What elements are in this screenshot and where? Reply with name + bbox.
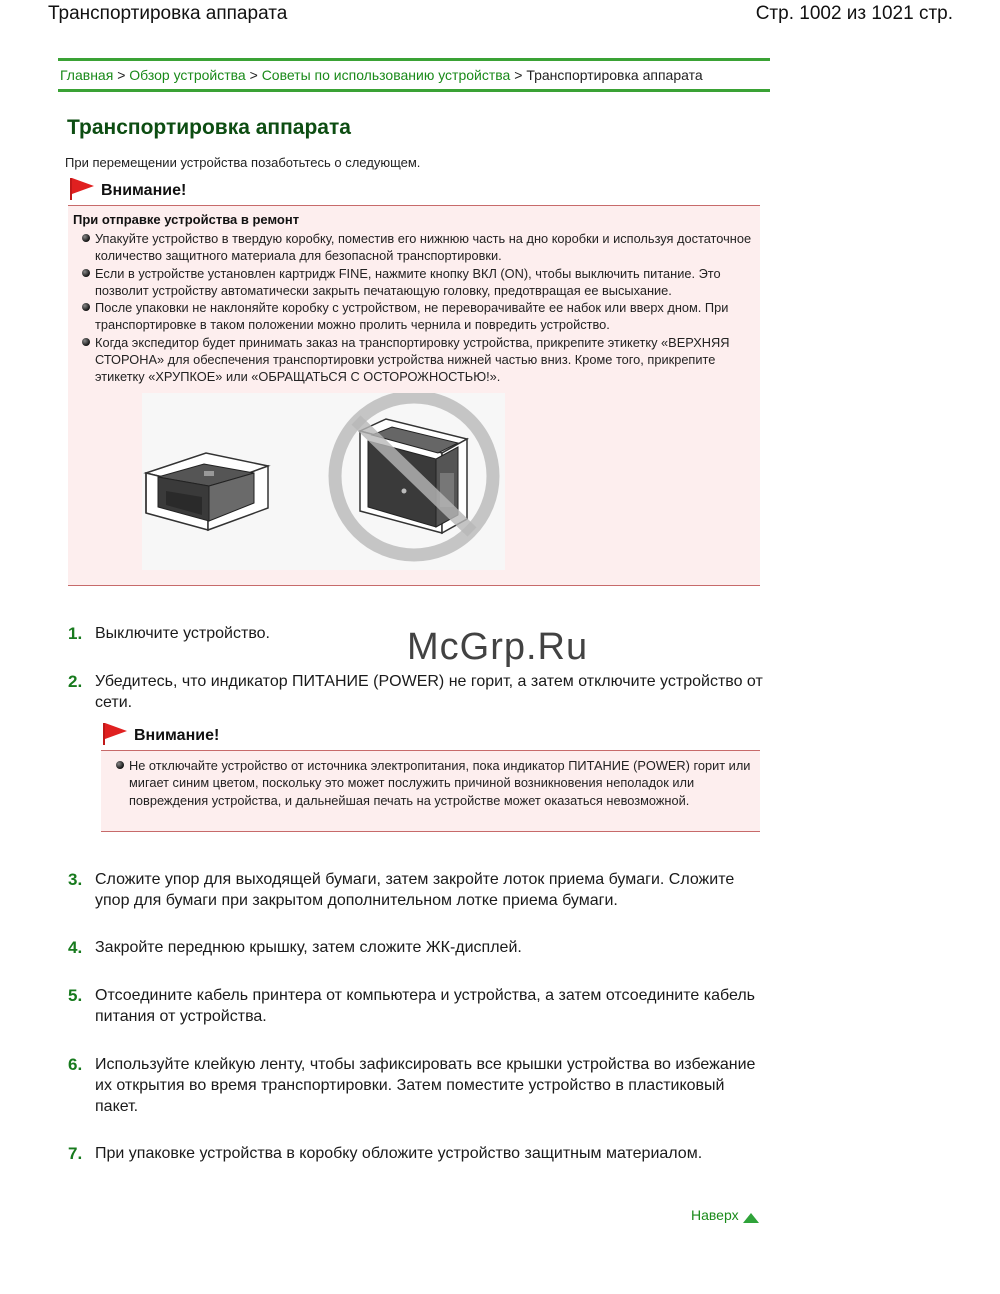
up-arrow-icon xyxy=(743,1213,759,1223)
step-text: Используйте клейкую ленту, чтобы зафиксировать все крышки устройства во избежание их открытия во время транспортировки. Затем поместите устройство в пластиковый пакет. xyxy=(95,1056,756,1115)
bullet-icon xyxy=(82,234,90,242)
step-text: Закройте переднюю крышку, затем сложите ЖК-дисплей. xyxy=(95,939,522,956)
step-item xyxy=(68,1143,768,1164)
caution-flag-icon xyxy=(69,178,95,200)
caution-box xyxy=(101,750,760,832)
page-title: Транспортировка аппарата xyxy=(67,116,351,139)
bullet-icon xyxy=(82,303,90,311)
breadcrumb-separator: > xyxy=(249,67,258,83)
caution-bullet-list xyxy=(73,230,753,386)
breadcrumb-separator: > xyxy=(117,67,126,83)
step-item xyxy=(68,869,768,911)
list-item: Не отключайте устройство от источника электропитания, пока индикатор ПИТАНИЕ (POWER) горит или мигает синим цветом, поскольку это может послужить причиной возникновения неполадок или повреждения устройства, и дальнейшая печать на устройстве может оказаться невозможной. xyxy=(107,757,752,809)
breadcrumb-link-overview[interactable]: Обзор устройства xyxy=(129,67,246,83)
breadcrumb-separator: > xyxy=(514,67,523,83)
step-item xyxy=(68,937,768,958)
breadcrumb-link-home[interactable]: Главная xyxy=(60,67,114,83)
back-to-top-link[interactable] xyxy=(691,1207,759,1223)
back-to-top-label: Наверх xyxy=(691,1207,739,1223)
step-text: Выключите устройство. xyxy=(95,625,270,642)
step-number: 3. xyxy=(68,870,83,889)
caution-box xyxy=(68,205,760,586)
packing-illustration xyxy=(142,393,505,570)
bullet-icon xyxy=(116,761,124,769)
caution-header xyxy=(69,178,186,200)
list-item: Упакуйте устройство в твердую коробку, поместив его нижнюю часть на дно коробки и используя достаточное количество защитного материала для безопасной транспортировки. xyxy=(73,230,753,265)
page-counter: Стр. 1002 из 1021 стр. xyxy=(755,3,953,24)
breadcrumb xyxy=(58,58,770,92)
step-number: 5. xyxy=(68,986,83,1005)
step-item xyxy=(68,671,768,713)
caution-flag-icon xyxy=(102,723,128,745)
step-text: Убедитесь, что индикатор ПИТАНИЕ (POWER) не горит, а затем отключите устройство от сети. xyxy=(95,673,763,711)
caution-label: Внимание! xyxy=(134,727,220,744)
step-number: 7. xyxy=(68,1144,83,1163)
step-text: Отсоедините кабель принтера от компьютера и устройства, а затем отсоедините кабель питания от устройства. xyxy=(95,987,755,1025)
correct-packing-printer-icon xyxy=(146,453,268,530)
bullet-icon xyxy=(82,338,90,346)
list-item: Когда экспедитор будет принимать заказ на транспортировку устройства, прикрепите этикетку «ВЕРХНЯЯ СТОРОНА» для обеспечения транспортировки устройства нижней частью вниз. Кроме того, прикрепите этикетку «ХРУПКОЕ» или «ОБРАЩАТЬСЯ С ОСТОРОЖНОСТЬЮ!». xyxy=(73,334,753,386)
step-number: 6. xyxy=(68,1055,83,1074)
document-title: Транспортировка аппарата xyxy=(48,3,288,24)
caution-label: Внимание! xyxy=(101,182,187,199)
prohibited-icon xyxy=(335,397,493,555)
step-item xyxy=(68,985,768,1027)
step-number: 1. xyxy=(68,624,83,643)
list-item: После упаковки не наклоняйте коробку с устройством, не переворачивайте ее набок или вверх дном. При транспортировке в таком положении можно пролить чернила и повредить устройство. xyxy=(73,299,753,334)
caution-bullet-list xyxy=(107,757,752,809)
bullet-icon xyxy=(82,269,90,277)
list-item: Если в устройстве установлен картридж FINE, нажмите кнопку ВКЛ (ON), чтобы выключить питание. Это позволит устройству автоматически закрыть печатающую головку, предотвращая ее высыхание. xyxy=(73,265,753,300)
caution-header xyxy=(102,723,219,745)
breadcrumb-current: Транспортировка аппарата xyxy=(526,67,703,83)
watermark: McGrp.Ru xyxy=(407,626,589,668)
intro-text: При перемещении устройства позаботьтесь о следующем. xyxy=(65,155,421,170)
caution-subhead: При отправке устройства в ремонт xyxy=(73,212,300,227)
step-number: 4. xyxy=(68,938,83,957)
breadcrumb-link-tips[interactable]: Советы по использованию устройства xyxy=(261,67,511,83)
step-item xyxy=(68,1054,768,1117)
step-text: При упаковке устройства в коробку обложите устройство защитным материалом. xyxy=(95,1145,703,1162)
step-number: 2. xyxy=(68,672,83,691)
step-text: Сложите упор для выходящей бумаги, затем закройте лоток приема бумаги. Сложите упор для бумаги при закрытом дополнительном лотке приема бумаги. xyxy=(95,871,735,909)
